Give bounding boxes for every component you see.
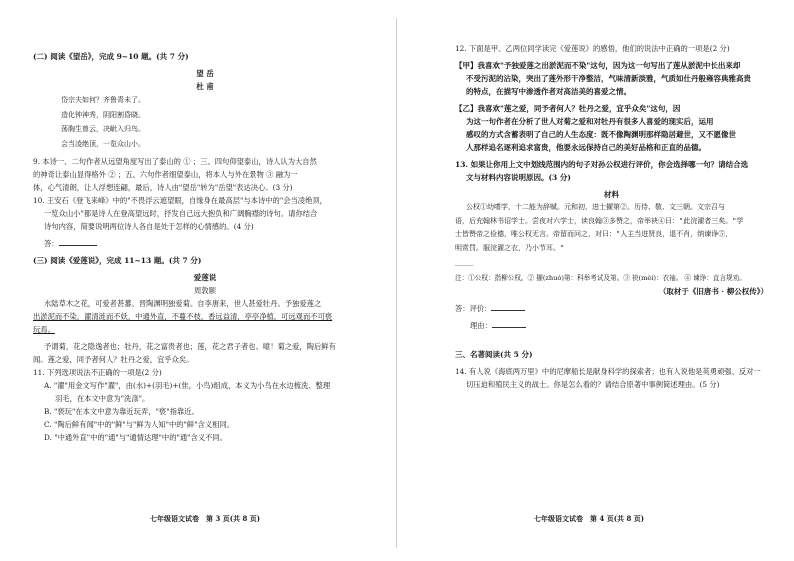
q13-text: 文与材料内容说明原因。(3 分) bbox=[466, 173, 571, 182]
essay-line: 水陆草木之花，可爱者甚蕃。晋陶渊明独爱菊。自李唐来，世人甚爱牡丹。予独爱莲之 bbox=[44, 299, 322, 308]
answer-label: 答： bbox=[44, 239, 59, 248]
material-line: 语，后充翰林书诏学士。尝夜对六学士，读良翰③多赞之，帝举袂④曰："此浣濯者三矣。"学 bbox=[455, 216, 744, 225]
q14-text: 14. 有人说《海底两万里》中的尼摩船长是献身科学的探索者；也有人说他是英勇顽强、反对一 bbox=[455, 367, 761, 376]
q12-header: 12. 下面是甲、乙两位同学读完《爱莲说》的感悟，他们的说法中正确的一项是(2 分) bbox=[455, 44, 730, 53]
q12-option-b: 【乙】我喜欢"莲之爱，同予者何人？牡丹之爱，宜乎众矣"这句，因 bbox=[455, 104, 681, 113]
section-famous-header: 三、名著阅读(共 5 分) bbox=[455, 350, 533, 359]
answer-reason-label: 理由： bbox=[470, 321, 492, 330]
section3-header: (三) 阅读《爱莲说》，完成 11~13 题。(共 7 分) bbox=[33, 256, 202, 265]
poem-author: 杜 甫 bbox=[196, 82, 214, 91]
essay-line-underlined: 出淤泥而不染，濯清涟而不妖，中通外直，不蔓不枝，香远益清，亭亭净植，可远观而不可亵 bbox=[33, 312, 333, 321]
q11-option-c: C. "陶后鲜有闻"中的"鲜"与"鲜为人知"中的"鲜"含义相同。 bbox=[44, 420, 235, 429]
poem-title: 望 岳 bbox=[196, 69, 214, 78]
q13-text: 13. 如果让你用上文中划线范围内的句子对孙公权进行评价，你会选择哪一句？请结合选 bbox=[455, 160, 749, 169]
essay-line: 予谓菊，花之隐逸者也；牡丹，花之富贵者也；莲，花之君子者也。噫！菊之爱，陶后鲜有 bbox=[44, 342, 336, 351]
material-line: 明赏罚。服浣濯之衣，乃小节耳。" bbox=[455, 243, 565, 252]
q9-text: 体，心气清朗，让人浮想连翩，最后，诗人由"望岳"转为"岳望"表达决心。(3 分) bbox=[33, 183, 293, 192]
answer-evaluation-label: 答：评价： bbox=[455, 304, 492, 313]
reason-blank[interactable] bbox=[492, 319, 526, 328]
q10-text: 一览众山小"都是诗人在登高望远时，抒发自己远大抱负和广阔胸襟的诗句。请你结合 bbox=[44, 209, 318, 218]
right-page bbox=[397, 0, 794, 561]
poem-line: 岱宗夫如何？齐鲁青未了。 bbox=[61, 96, 145, 104]
material-notes: 注：①公权：指柳公权。② 擢(zhuó)第：科举考试及第。③ 袂(mèi)：衣袖。 ④ 谏诤：直言规劝。 bbox=[455, 274, 746, 282]
q11-option-d: D. "中通外直"中的"通"与"通情达理"中的"通"含义不同。 bbox=[44, 433, 228, 442]
q14-text: 切压迫和殖民主义的战士。你是怎么看的？请结合原著中事例简述理由。(5 分) bbox=[466, 380, 720, 389]
answer-blank[interactable] bbox=[59, 237, 97, 246]
right-footer: 七年级语文试卷 第 4 页(共 8 页) bbox=[534, 514, 645, 523]
q13-answer-reason[interactable] bbox=[455, 319, 768, 332]
q11-header: 11. 下列选项说法不正确的一项是(2 分) bbox=[33, 368, 162, 377]
q11-option-b: B. "亵玩"在本文中意为靠近玩弄，"亵"指靠近。 bbox=[44, 407, 199, 416]
q10-text: 10. 王安石《登飞来峰》中的"不畏浮云遮望眼，自缘身在最高层"与本诗中的"会当凌绝顶， bbox=[33, 196, 327, 205]
q10-text: 诗句内容，简要说明两位诗人各自是处于怎样的心情感的。(4 分) bbox=[44, 222, 254, 231]
q13-answer-evaluation[interactable] bbox=[455, 302, 768, 315]
q12-option-a: 不受污泥的沾染，突出了莲外形干净整洁，气味清新淡雅，气质如仕丹般雍容典雅高贵 bbox=[466, 74, 751, 83]
q12-option-a: 【甲】我喜欢"予独爱莲之出淤泥而不染"这句，因为这一句写出了莲从淤泥中长出来却 bbox=[455, 61, 741, 70]
q9-text: 的神奇让泰山显得格外 ② ；五、六句作者细望泰山，将本人与外在景物 ③ 融为一 bbox=[33, 170, 298, 179]
essay-line: 闻。莲之爱，同予者何人？牡丹之爱，宜乎众矣。 bbox=[33, 355, 194, 364]
q9-text: 9. 本诗一、二句作者从远望角度写出了泰山的 ① ；三、四句仰望泰山，诗人认为大自然 bbox=[33, 157, 317, 166]
essay-line-underlined: 玩焉。 bbox=[33, 325, 55, 334]
q11-option-a-cont: 羽毛，在本文中意为"洗涤"。 bbox=[55, 394, 150, 403]
material-line: 公权①幼嗜学，十二能为辞赋。元和初，进士擢第②。历侍、敬、文三朝。文宗召与 bbox=[466, 203, 725, 211]
essay-title: 爱莲说 bbox=[193, 273, 217, 282]
material-line: 士皆赞帝之俭德，唯公权无言。帝留而问之，对曰："人主当进贤良，退不肖，纳谏诤⑤， bbox=[455, 230, 733, 238]
material-blank: _____ bbox=[455, 257, 474, 266]
poem-line: 造化钟神秀，阴阳割昏晓。 bbox=[61, 110, 145, 119]
poem-line: 荡胸生曾云，决眦入归鸟。 bbox=[61, 125, 145, 133]
evaluation-blank[interactable] bbox=[491, 302, 525, 311]
material-title: 材料 bbox=[604, 190, 619, 199]
poem-line: 会当凌绝顶，一览众山小。 bbox=[61, 139, 145, 148]
q11-option-a: A. "濯"用金文写作"濯"，由(水)+(羽毛)+(隹，小鸟)组成，本义为小鸟在水边梳洗、整理 bbox=[44, 381, 331, 390]
q12-option-b: 感叹的方式含蓄表明了自己的人生态度：既不像陶渊明那样隐居避世，又不愿像世 bbox=[466, 130, 736, 139]
q10-answer-line[interactable] bbox=[33, 237, 377, 250]
essay-author: 周敦颐 bbox=[194, 286, 216, 295]
q12-option-b: 人那样追名逐利追求富贵，他要永远保持自己的美好品格和正直的品德。 bbox=[466, 143, 706, 152]
q12-option-a: 的特点，在描写中渗透作者对高洁美的喜爱之情。 bbox=[466, 87, 631, 96]
section2-header: (二) 阅读《望岳》，完成 9~10 题。(共 7 分) bbox=[33, 52, 189, 61]
left-footer: 七年级语文试卷 第 3 页(共 8 页) bbox=[150, 514, 261, 523]
q12-option-b: 为这一句作者在分析了世人对菊之爱和对牡丹有很多人喜爱的现实后，运用 bbox=[466, 117, 714, 126]
material-source: （取材于《旧唐书 · 柳公权传》） bbox=[658, 287, 768, 296]
